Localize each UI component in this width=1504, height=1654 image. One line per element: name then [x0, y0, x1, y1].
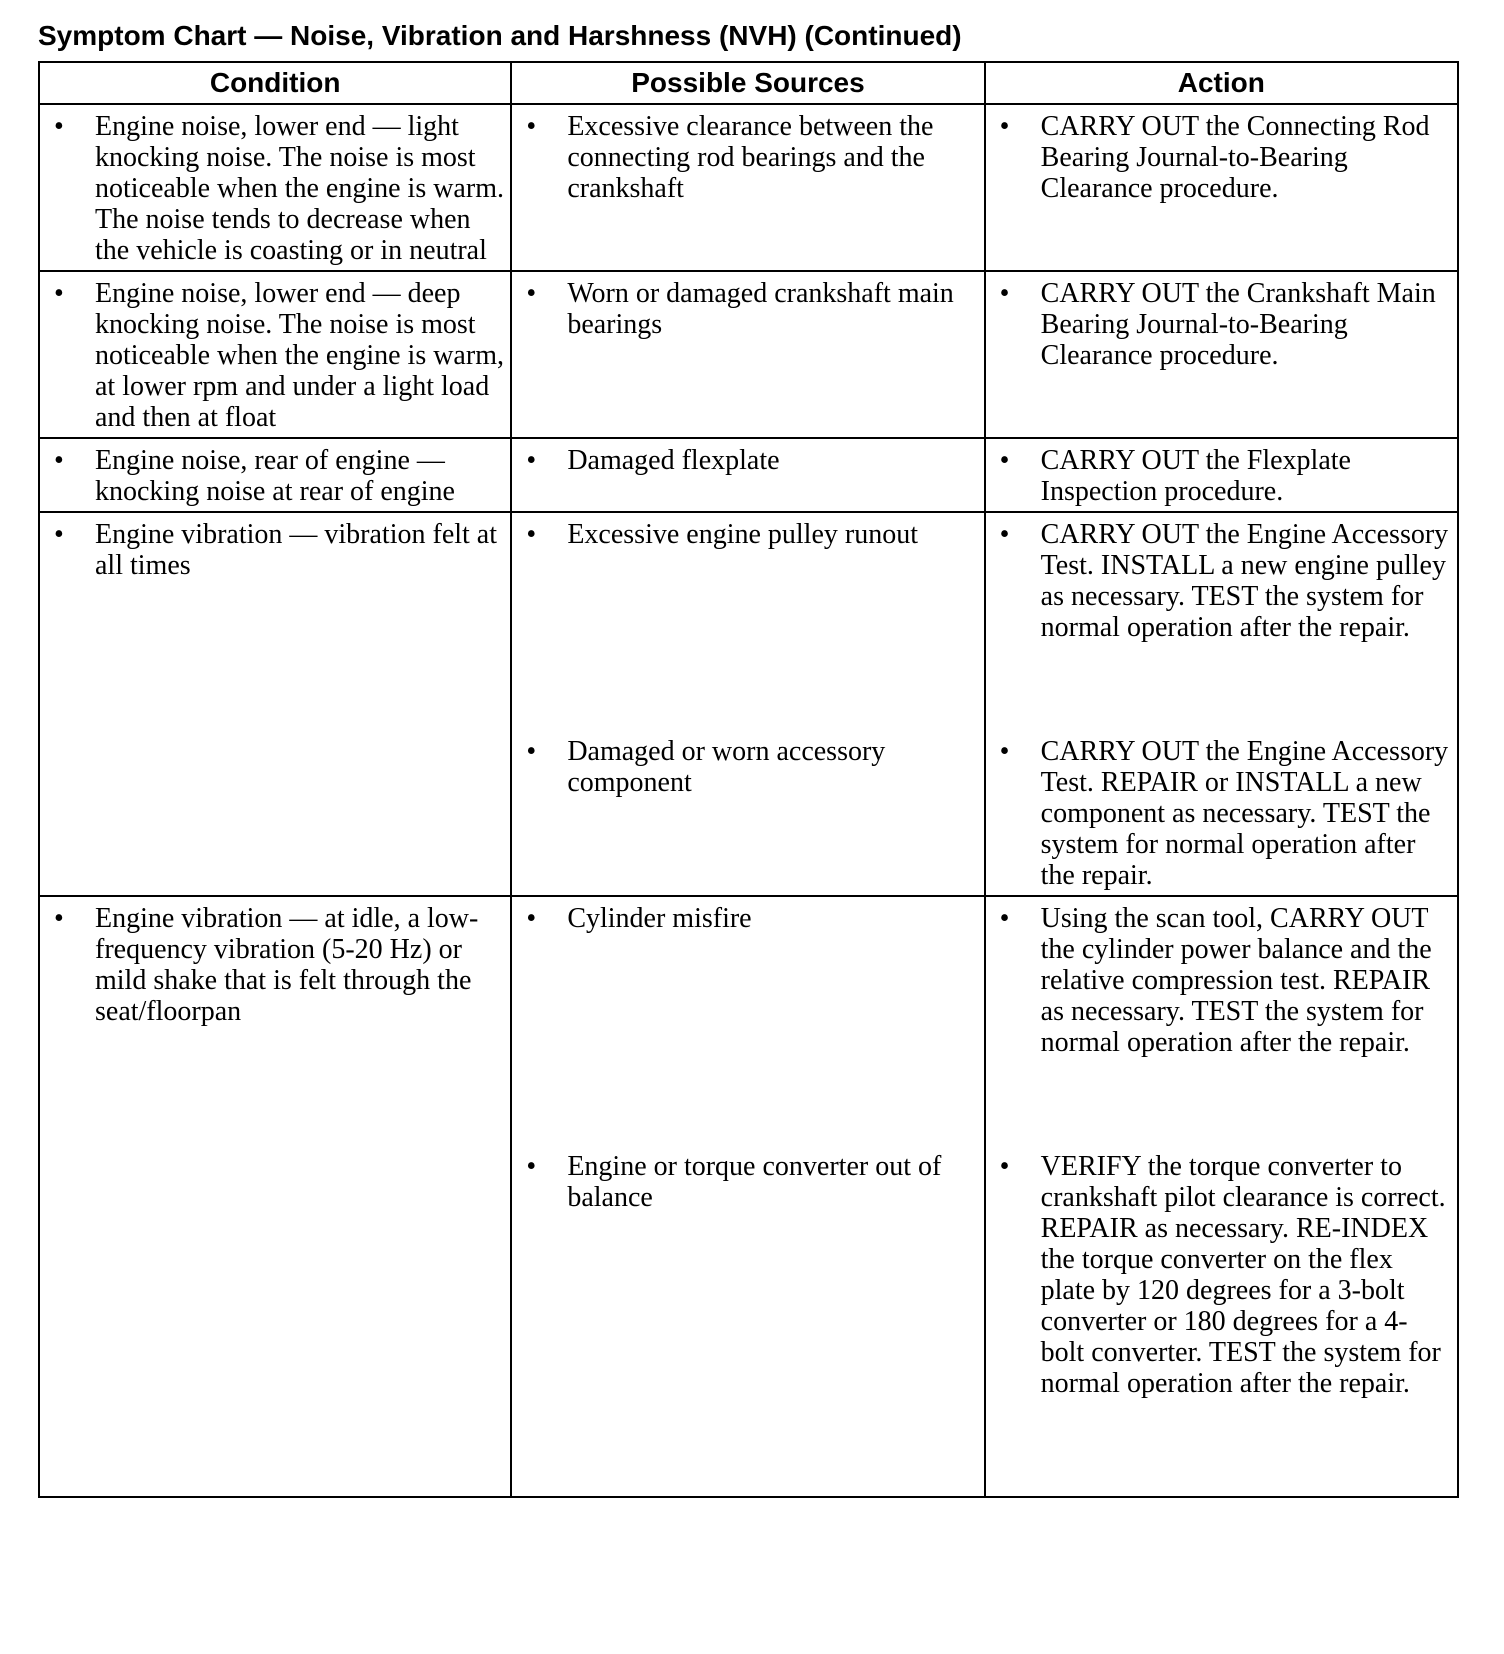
- condition-text: • Engine vibration — vibration felt at all times: [40, 519, 504, 581]
- source-text: • Cylinder misfire: [512, 903, 977, 1120]
- source-text: • Excessive engine pulley runout: [512, 519, 977, 705]
- sources-cell: [511, 438, 984, 512]
- source-text: • Excessive clearance between the connecting rod bearings and the crankshaft: [512, 111, 977, 204]
- symptom-chart-table: [38, 61, 1459, 1498]
- sources-cell: [511, 896, 984, 1497]
- table-row: [39, 271, 1458, 438]
- condition-cell: [39, 512, 511, 896]
- source-text: • Damaged or worn accessory component: [512, 736, 977, 798]
- action-text: • Using the scan tool, CARRY OUT the cylinder power balance and the relative compression test. REPAIR as necessary. TEST the system for normal operation after the repair.: [986, 903, 1451, 1120]
- action-cell: [985, 512, 1458, 896]
- table-header-row: [39, 62, 1458, 104]
- action-cell: [985, 438, 1458, 512]
- action-text: • CARRY OUT the Connecting Rod Bearing Journal-to-Bearing Clearance procedure.: [986, 111, 1451, 204]
- source-text: • Damaged flexplate: [512, 445, 977, 476]
- condition-cell: [39, 896, 511, 1497]
- item-gap: [986, 705, 1451, 736]
- action-text: • CARRY OUT the Engine Accessory Test. REPAIR or INSTALL a new component as necessary. TEST the system for normal operation after the repair.: [986, 736, 1451, 891]
- condition-text: • Engine vibration — at idle, a low-frequency vibration (5-20 Hz) or mild shake that is felt through the seat/floorpan: [40, 903, 504, 1027]
- source-text: • Engine or torque converter out of balance: [512, 1151, 977, 1213]
- column-header-possible-sources: Possible Sources: [511, 62, 984, 104]
- page-title: Symptom Chart — Noise, Vibration and Harshness (NVH) (Continued): [38, 20, 962, 51]
- condition-cell: [39, 271, 511, 438]
- column-header-condition: Condition: [39, 62, 511, 104]
- action-cell: [985, 104, 1458, 271]
- column-header-action: Action: [985, 62, 1458, 104]
- condition-cell: [39, 104, 511, 271]
- condition-text: • Engine noise, rear of engine — knocking noise at rear of engine: [40, 445, 504, 507]
- action-text: • CARRY OUT the Engine Accessory Test. INSTALL a new engine pulley as necessary. TEST the system for normal operation after the repair.: [986, 519, 1451, 705]
- condition-text: • Engine noise, lower end — deep knocking noise. The noise is most noticeable when the engine is warm, at lower rpm and under a light load and then at float: [40, 278, 504, 433]
- action-text: • CARRY OUT the Crankshaft Main Bearing Journal-to-Bearing Clearance procedure.: [986, 278, 1451, 371]
- action-cell: [985, 896, 1458, 1497]
- item-gap: [512, 705, 977, 736]
- item-gap: [512, 1120, 977, 1151]
- table-row: [39, 438, 1458, 512]
- action-cell: [985, 271, 1458, 438]
- table-row: [39, 896, 1458, 1497]
- table-row: [39, 512, 1458, 896]
- item-gap: [986, 1120, 1451, 1151]
- sources-cell: [511, 512, 984, 896]
- condition-cell: [39, 438, 511, 512]
- source-text: • Worn or damaged crankshaft main bearings: [512, 278, 977, 340]
- action-text: • VERIFY the torque converter to crankshaft pilot clearance is correct. REPAIR as necessary. RE-INDEX the torque converter on the flex plate by 120 degrees for a 3-bolt converter or 180 degrees for a 4-bolt converter. TEST the system for normal operation after the repair.: [986, 1151, 1451, 1399]
- sources-cell: [511, 271, 984, 438]
- table-row: [39, 104, 1458, 271]
- sources-cell: [511, 104, 984, 271]
- condition-text: • Engine noise, lower end — light knocking noise. The noise is most noticeable when the engine is warm. The noise tends to decrease when the vehicle is coasting or in neutral: [40, 111, 504, 266]
- action-text: • CARRY OUT the Flexplate Inspection procedure.: [986, 445, 1451, 507]
